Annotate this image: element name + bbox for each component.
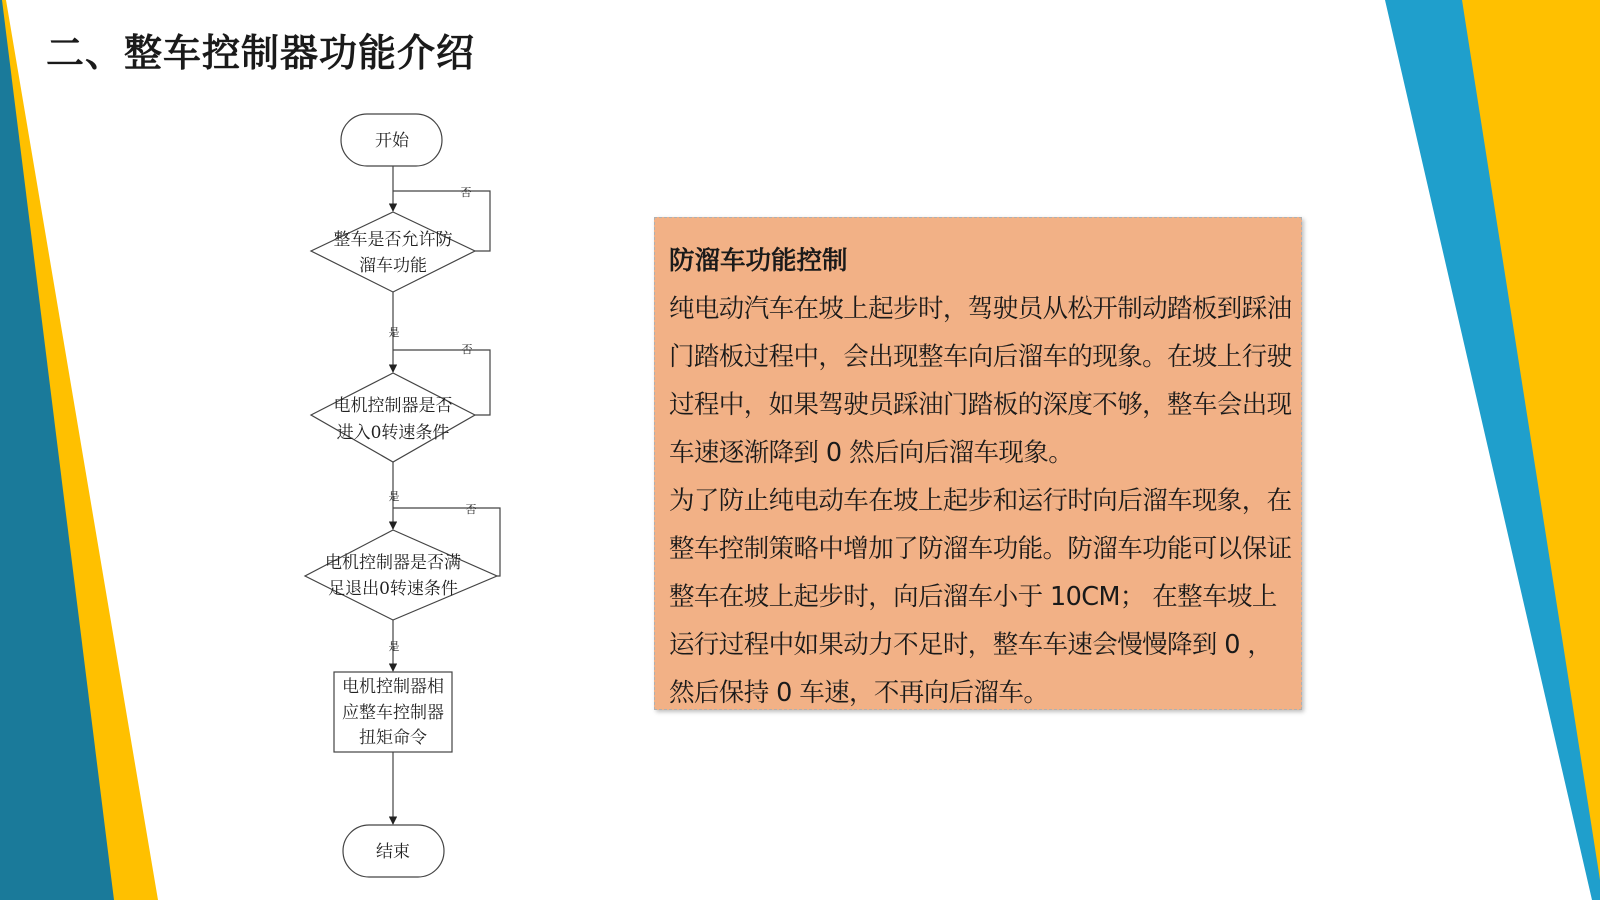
- description-paragraph-2: 为了防止纯电动车在坡上起步和运行时向后溜车现象，在整车控制策略中增加了防溜车功能。防溜车功能可以保证整车在坡上起步时，向后溜车小于 10CM； 在整车坡上运行过程中如果动力不足时，整车车速会慢慢降到 0 ，然后保持 0 车速，不再向后溜车。: [669, 486, 1292, 708]
- decision-1-line2: 溜车功能: [359, 256, 427, 276]
- description-paragraph-1: 纯电动汽车在坡上起步时，驾驶员从松开制动踏板到踩油门踏板过程中，会出现整车向后溜车的现象。在坡上行驶过程中，如果驾驶员踩油门踏板的深度不够，整车会出现车速逐渐降到 0 然后向后溜车现象。: [669, 294, 1292, 468]
- decision-1-node: [311, 212, 475, 292]
- process-line1: 电机控制器相: [342, 677, 444, 697]
- yes-label-3: 是: [388, 640, 400, 653]
- decision-3-line2: 足退出0转速条件: [328, 579, 458, 599]
- slide-title: 二、整车控制器功能介绍: [46, 31, 476, 75]
- no-label-3: 否: [465, 503, 477, 516]
- description-box: [654, 217, 1302, 710]
- start-label: 开始: [375, 131, 409, 151]
- process-line3: 扭矩命令: [359, 728, 427, 748]
- no-label-2: 否: [461, 343, 473, 356]
- description-title: 防溜车功能控制: [669, 246, 848, 276]
- decision-2-line2: 进入0转速条件: [336, 423, 450, 443]
- yes-label-1: 是: [388, 326, 400, 339]
- decision-2-line1: 电机控制器是否: [333, 396, 453, 416]
- end-label: 结束: [376, 842, 410, 862]
- decision-3-line1: 电机控制器是否满: [325, 553, 461, 573]
- decision-1-line1: 整车是否允许防: [333, 230, 453, 250]
- decision-2-node: [311, 373, 475, 462]
- no-label-1: 否: [460, 186, 472, 199]
- decision-3-node: [305, 530, 497, 620]
- process-line2: 应整车控制器: [342, 703, 444, 723]
- yes-label-2: 是: [388, 490, 400, 503]
